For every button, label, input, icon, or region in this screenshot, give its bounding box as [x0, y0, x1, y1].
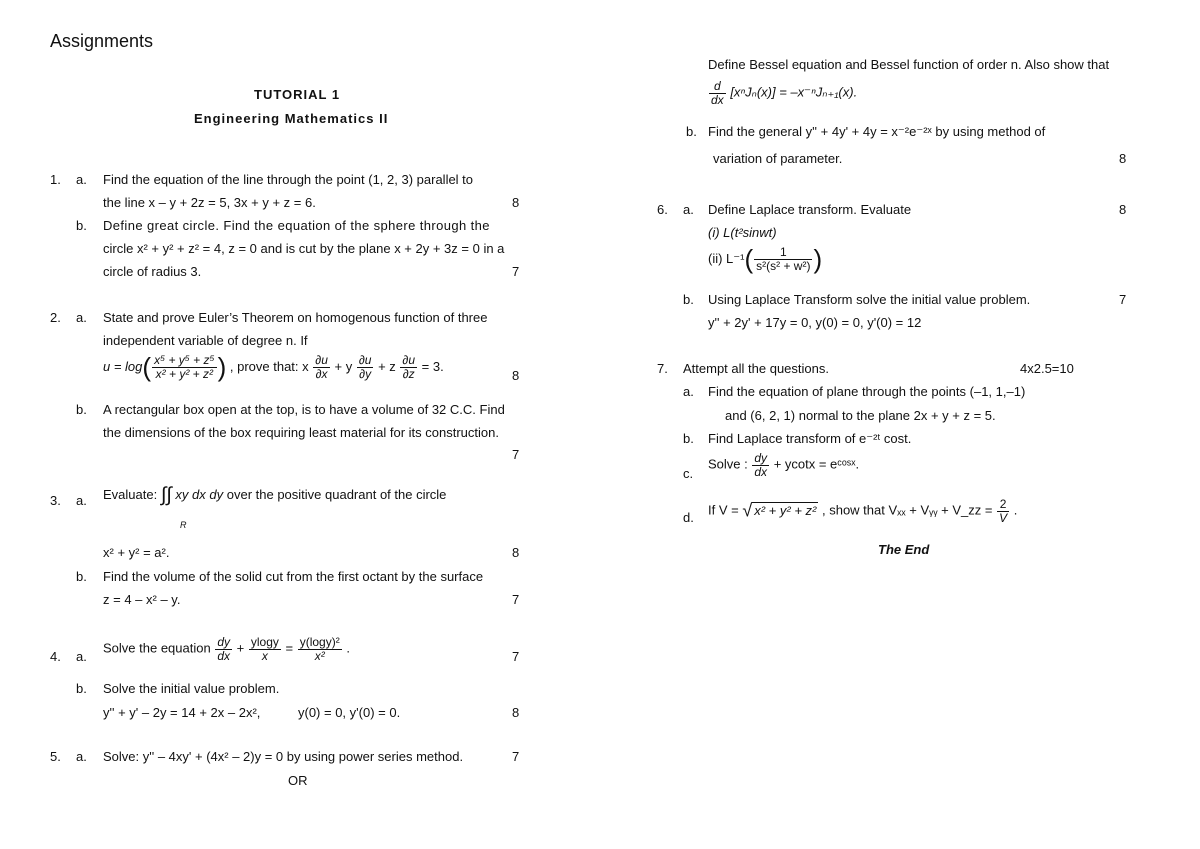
equation-text: = 3. — [421, 358, 444, 374]
marks: 4x2.5=10 — [1020, 361, 1074, 376]
part-label: a. — [76, 172, 87, 187]
part-label: b. — [76, 569, 87, 584]
question-text: Evaluate: — [103, 486, 158, 502]
fraction-denominator: dx — [217, 648, 231, 663]
fraction-numerator: ∂u — [402, 353, 416, 368]
fraction-denominator: s²(s² + w²) — [756, 259, 811, 273]
fraction-denominator: V — [999, 510, 1008, 525]
question-text: Solve: y'' – 4xy' + (4x² – 2)y = 0 by using power series method. — [103, 749, 464, 764]
sqrt-argument: x² + y² + z² — [754, 502, 817, 518]
fraction-denominator: ∂x — [315, 367, 328, 381]
marks: 7 — [512, 649, 520, 664]
sqrt-symbol: √ — [742, 500, 753, 521]
equation-text: + ycotx = eᶜᵒˢˣ. — [773, 456, 860, 472]
equation-text: . — [346, 640, 350, 656]
equation-text: , show that Vₓₓ + Vᵧᵧ + V_zz = — [821, 502, 993, 518]
equation-text: (ii) L⁻¹ — [708, 250, 745, 266]
region-label: R — [180, 520, 187, 530]
question-number: 2. — [50, 310, 61, 325]
equation-text: = — [285, 640, 294, 656]
question-text: Solve the initial value problem. — [103, 681, 280, 696]
ode-c — [708, 452, 859, 478]
part-label: a. — [683, 202, 694, 217]
laplace-item: (i) L(t²sinwt) — [708, 225, 777, 240]
equation-text: [xⁿJₙ(x)] = –x⁻ⁿJₙ₊₁(x). — [730, 84, 858, 100]
question-text: independent variable of degree n. If — [103, 333, 308, 348]
equation-text: . — [1013, 502, 1018, 518]
page-title: Assignments — [50, 31, 154, 51]
question-number: 6. — [657, 202, 668, 217]
part-label: a. — [76, 493, 87, 508]
integrand: xy dx dy — [175, 486, 224, 502]
part-label: a. — [76, 310, 87, 325]
question-text: Find the equation of the line through the point (1, 2, 3) parallel to — [103, 172, 474, 187]
fraction-numerator: d — [709, 80, 726, 94]
question-text: and (6, 2, 1) normal to the plane 2x + y + z = 5. — [725, 408, 996, 423]
equation-text: + y — [334, 358, 353, 374]
question-text: x² + y² = a². — [103, 545, 170, 560]
question-text: Attempt all the questions. — [683, 361, 829, 376]
question-text: variation of parameter. — [713, 151, 843, 166]
question-text: Define Laplace transform. Evaluate — [708, 202, 912, 217]
euler-equation: u = log( $\frac{\text{x⁵ + y⁵ + z⁵}}{\text{x² + y² + z²}}$ ) , prove that: x $\frac{\partial u}{\partial x}$ + y $\frac{\partial u}{\partial y}$ + z $\frac{\partial u}{\partial z}$ = 3. — [103, 352, 444, 382]
question-text: the dimensions of the box requiring least material for its construction. — [103, 425, 499, 440]
question-text: circle x² + y² + z² = 4, z = 0 and is cut by the plane x + 2y + 3z = 0 in a — [103, 241, 505, 256]
question-text: Find Laplace transform of e⁻²ᵗ cost. — [708, 431, 912, 446]
question-text: A rectangular box open at the top, is to have a volume of 32 C.C. Find — [103, 402, 505, 417]
part-label: c. — [683, 466, 694, 481]
marks: 7 — [512, 447, 520, 462]
bessel-identity — [708, 80, 857, 106]
part-label: a. — [76, 649, 87, 664]
question-text: Solve the equation — [103, 640, 211, 656]
question-text: y'' + 2y' + 17y = 0, y(0) = 0, y'(0) = 12 — [708, 315, 922, 330]
part-label: b. — [76, 402, 87, 417]
equation-text: , prove that: x — [229, 358, 309, 374]
question-text: over the positive quadrant of the circle — [226, 486, 447, 502]
fraction-numerator: dy — [754, 451, 768, 465]
fraction-denominator: x² — [314, 648, 325, 663]
integral-symbol: ∫∫ — [160, 484, 172, 506]
fraction-denominator: dx — [711, 92, 724, 107]
fraction-denominator: ∂z — [402, 367, 415, 381]
subject-title: Engineering Mathematics II — [194, 111, 389, 126]
question-text: Solve : — [708, 456, 748, 472]
part-label: a. — [683, 384, 694, 399]
fraction-denominator: x — [261, 648, 268, 663]
laplacian-identity — [708, 498, 1017, 524]
fraction-numerator: dy — [217, 635, 231, 649]
part-label: a. — [76, 749, 87, 764]
equation-text: u = log — [103, 358, 143, 374]
question-text: Find the general y'' + 4y' + 4y = x⁻²e⁻²ˣ by using method of — [708, 124, 1046, 139]
fraction-numerator: ∂u — [315, 353, 328, 368]
question-text: Using Laplace Transform solve the initial value problem. — [708, 292, 1031, 307]
question-text: circle of radius 3. — [103, 264, 202, 279]
question-text: Define great circle. Find the equation of the sphere through the — [103, 218, 490, 233]
question-number: 5. — [50, 749, 61, 764]
question-text: If V = — [708, 502, 739, 518]
part-label: d. — [683, 510, 694, 525]
marks: 8 — [1119, 202, 1127, 217]
marks: 8 — [512, 545, 520, 560]
marks: 7 — [512, 592, 520, 607]
part-label: b. — [683, 292, 694, 307]
question-text: Find the volume of the solid cut from the first octant by the surface — [103, 569, 484, 584]
question-number: 1. — [50, 172, 61, 187]
question-text: y(0) = 0, y'(0) = 0. — [298, 705, 401, 720]
fraction-numerator: 2 — [997, 498, 1009, 512]
question-text: Find the equation of plane through the points (–1, 1,–1) — [708, 384, 1026, 399]
question-text: y'' + y' – 2y = 14 + 2x – 2x², — [103, 705, 261, 720]
part-label: b. — [686, 124, 697, 139]
marks: 7 — [512, 264, 520, 279]
marks: 8 — [512, 705, 520, 720]
marks: 8 — [512, 195, 520, 210]
fraction-numerator: y(logy)² — [299, 635, 340, 649]
tutorial-label: TUTORIAL 1 — [254, 87, 341, 102]
fraction-denominator: ∂y — [359, 367, 372, 381]
fraction-numerator: 1 — [754, 246, 812, 260]
double-integral — [103, 484, 446, 507]
question-number: 3. — [50, 493, 61, 508]
question-text: the line x – y + 2z = 5, 3x + y + z = 6. — [103, 195, 316, 210]
or-separator: OR — [288, 773, 308, 788]
question-number: 4. — [50, 649, 61, 664]
question-number: 7. — [657, 361, 668, 376]
inverse-laplace: (ii) L⁻¹( $\frac{1}{\text{s²(s² + w²)}}$ ) — [708, 244, 823, 274]
question-text: Define Bessel equation and Bessel function of order n. Also show that — [708, 57, 1110, 72]
part-label: b. — [76, 681, 87, 696]
marks: 7 — [1119, 292, 1127, 307]
part-label: b. — [76, 218, 87, 233]
fraction-denominator: dx — [754, 464, 768, 479]
fraction-numerator: x⁵ + y⁵ + z⁵ — [154, 353, 215, 368]
fraction-denominator: x² + y² + z² — [155, 367, 213, 381]
equation-text: + — [236, 640, 245, 656]
marks: 8 — [1119, 151, 1127, 166]
marks: 7 — [512, 749, 520, 764]
question-text: State and prove Euler’s Theorem on homogenous function of three — [103, 310, 488, 325]
end-marker: The End — [878, 542, 930, 557]
marks: 8 — [512, 368, 520, 383]
differential-equation — [103, 636, 350, 662]
fraction-numerator: ∂u — [358, 353, 372, 368]
equation-text: + z — [378, 358, 396, 374]
fraction-numerator: ylogy — [250, 635, 279, 649]
part-label: b. — [683, 431, 694, 446]
question-text: z = 4 – x² – y. — [103, 592, 181, 607]
